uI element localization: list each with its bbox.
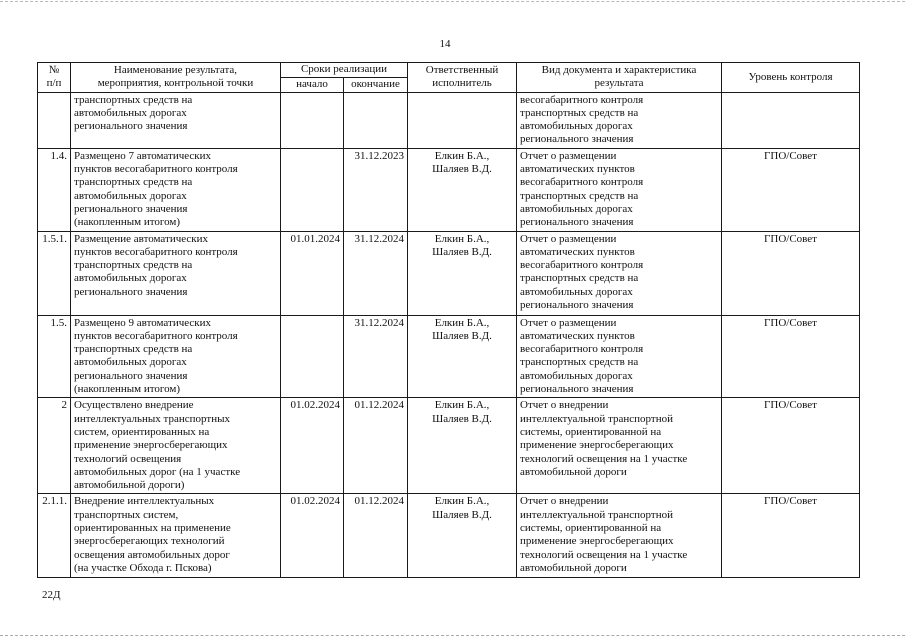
row-end-date: 01.12.2024: [344, 494, 408, 578]
text-line: технологий освещения на 1 участке: [520, 452, 688, 465]
text-line: результата: [594, 77, 644, 90]
scan-top-edge: [0, 1, 905, 2]
text-line: автомобильных дорог (на 1 участке: [74, 465, 241, 478]
text-line: регионального значения: [74, 369, 188, 382]
text-line: Шаляев В.Д.: [432, 508, 492, 521]
text-line: транспортных средств на: [74, 259, 193, 272]
text-line: автомобильных дорогах: [74, 356, 187, 369]
text-line: мероприятия, контрольной точки: [97, 77, 254, 90]
table-body: [38, 92, 860, 578]
row-responsible: [408, 494, 517, 578]
text-line: автомобильных дорогах: [520, 120, 633, 133]
row-number: [38, 92, 71, 148]
text-line: систем, ориентированных на: [74, 425, 210, 438]
text-line: транспортных систем,: [74, 508, 179, 521]
row-name: [71, 494, 281, 578]
text-line: регионального значения: [74, 285, 188, 298]
text-line: Шаляев В.Д.: [432, 245, 492, 258]
text-line: №: [48, 64, 60, 76]
row-start-date: [281, 148, 344, 231]
row-number: 2.1.1.: [38, 494, 71, 578]
row-name: [71, 231, 281, 315]
text-line: Отчет о размещении: [520, 149, 617, 162]
row-end-date: 31.12.2023: [344, 148, 408, 231]
text-line: исполнитель: [432, 77, 492, 90]
text-line: Отчет о внедрении: [520, 495, 609, 508]
text-line: системы, ориентированной на: [520, 522, 662, 535]
row-control-level: ГПО/Совет: [722, 148, 860, 231]
text-line: Осуществлено внедрение: [74, 399, 194, 412]
text-line: автоматических пунктов: [520, 329, 635, 342]
row-start-date: 01.01.2024: [281, 231, 344, 315]
row-document: [517, 315, 722, 398]
text-line: автомобильных дорогах: [520, 285, 633, 298]
table-row: [38, 494, 860, 578]
text-line: весогабаритного контроля: [520, 343, 644, 356]
row-end-date: 01.12.2024: [344, 398, 408, 494]
row-document: [517, 494, 722, 578]
row-document: [517, 148, 722, 231]
header-name: [71, 63, 281, 93]
text-line: Елкин Б.А.,: [434, 316, 490, 329]
text-line: ориентированных на применение: [74, 522, 231, 535]
header-control-level: [722, 63, 860, 93]
text-line: Отчет о внедрении: [520, 399, 609, 412]
text-line: транспортных средств на: [520, 189, 639, 202]
header-number: [38, 63, 71, 93]
text-line: (накопленным итогом): [74, 216, 181, 229]
text-line: энергосберегающих технологий: [74, 535, 225, 548]
row-control-level: ГПО/Совет: [722, 494, 860, 578]
text-line: Отчет о размещении: [520, 232, 617, 245]
header-period: Сроки реализации: [281, 63, 408, 78]
text-line: автомобильных дорогах: [74, 272, 187, 285]
row-responsible: [408, 148, 517, 231]
text-line: пунктов весогабаритного контроля: [74, 163, 238, 176]
text-line: весогабаритного контроля: [520, 93, 644, 106]
text-line: регионального значения: [520, 216, 634, 229]
text-line: технологий освещения: [74, 452, 182, 465]
text-line: Елкин Б.А.,: [434, 232, 490, 245]
table-row: [38, 148, 860, 231]
row-responsible: [408, 92, 517, 148]
table-row: [38, 315, 860, 398]
text-line: интеллектуальных транспортных: [74, 412, 230, 425]
row-start-date: 01.02.2024: [281, 494, 344, 578]
text-line: весогабаритного контроля: [520, 176, 644, 189]
row-document: [517, 398, 722, 494]
row-control-level: ГПО/Совет: [722, 398, 860, 494]
text-line: Размещение автоматических: [74, 232, 209, 245]
row-start-date: [281, 92, 344, 148]
row-document: [517, 92, 722, 148]
text-line: транспортных средств на: [520, 272, 639, 285]
text-line: автомобильных дорогах: [520, 369, 633, 382]
header-row: [38, 63, 860, 78]
row-responsible: [408, 231, 517, 315]
header-end: окончание: [344, 77, 408, 92]
text-line: Ответственный: [425, 64, 499, 76]
text-line: весогабаритного контроля: [520, 259, 644, 272]
text-line: (на участке Обхода г. Пскова): [74, 561, 212, 574]
text-line: пунктов весогабаритного контроля: [74, 245, 238, 258]
text-line: Размещено 7 автоматических: [74, 149, 212, 162]
text-line: интеллектуальной транспортной: [520, 412, 673, 425]
text-line: автоматических пунктов: [520, 163, 635, 176]
text-line: Елкин Б.А.,: [434, 399, 490, 412]
row-responsible: [408, 315, 517, 398]
text-line: (накопленным итогом): [74, 383, 181, 396]
text-line: применение энергосберегающих: [74, 439, 228, 452]
row-name: [71, 148, 281, 231]
text-line: п/п: [46, 77, 62, 90]
text-line: автоматических пунктов: [520, 245, 635, 258]
row-name: [71, 92, 281, 148]
text-line: Елкин Б.А.,: [434, 495, 490, 508]
row-document: [517, 231, 722, 315]
text-line: автомобильной дороги: [520, 561, 627, 574]
text-line: автомобильных дорогах: [74, 106, 187, 119]
text-line: интеллектуальной транспортной: [520, 508, 673, 521]
text-line: автомобильных дорогах: [520, 202, 633, 215]
footer-code: 22Д: [42, 589, 61, 601]
row-responsible: [408, 398, 517, 494]
text-line: транспортных средств на: [74, 343, 193, 356]
text-line: Наименование результата,: [113, 64, 238, 76]
row-control-level: [722, 92, 860, 148]
row-start-date: 01.02.2024: [281, 398, 344, 494]
page-number: 14: [439, 38, 451, 50]
row-name: [71, 315, 281, 398]
text-line: Шаляев В.Д.: [432, 163, 492, 176]
table-row: [38, 231, 860, 315]
text-line: Уровень контроля: [748, 70, 833, 83]
text-line: Шаляев В.Д.: [432, 329, 492, 342]
text-line: пунктов весогабаритного контроля: [74, 329, 238, 342]
row-number: 1.5.1.: [38, 231, 71, 315]
text-line: транспортных средств на: [520, 356, 639, 369]
header-document: [517, 63, 722, 93]
text-line: Размещено 9 автоматических: [74, 316, 212, 329]
text-line: освещения автомобильных дорог: [74, 548, 230, 561]
text-line: регионального значения: [520, 299, 634, 312]
text-line: системы, ориентированной на: [520, 425, 662, 438]
text-line: регионального значения: [74, 120, 188, 133]
row-control-level: ГПО/Совет: [722, 315, 860, 398]
text-line: применение энергосберегающих: [520, 535, 674, 548]
row-name: [71, 398, 281, 494]
table-row: [38, 398, 860, 494]
row-end-date: 31.12.2024: [344, 231, 408, 315]
results-table: [37, 62, 860, 578]
text-line: регионального значения: [74, 202, 188, 215]
header-start: начало: [281, 77, 344, 92]
header-responsible: [408, 63, 517, 93]
text-line: Елкин Б.А.,: [434, 149, 490, 162]
text-line: транспортных средств на: [520, 106, 639, 119]
row-number: 1.4.: [38, 148, 71, 231]
row-end-date: [344, 92, 408, 148]
text-line: транспортных средств на: [74, 93, 193, 106]
table-row: [38, 92, 860, 148]
text-line: Внедрение интеллектуальных: [74, 495, 215, 508]
text-line: применение энергосберегающих: [520, 439, 674, 452]
text-line: технологий освещения на 1 участке: [520, 548, 688, 561]
text-line: Шаляев В.Д.: [432, 412, 492, 425]
scan-bottom-edge: [0, 635, 905, 636]
row-start-date: [281, 315, 344, 398]
text-line: регионального значения: [520, 383, 634, 396]
text-line: автомобильной дороги): [74, 479, 185, 492]
row-number: 1.5.: [38, 315, 71, 398]
text-line: Вид документа и характеристика: [541, 64, 697, 76]
text-line: автомобильных дорогах: [74, 189, 187, 202]
row-control-level: ГПО/Совет: [722, 231, 860, 315]
row-end-date: 31.12.2024: [344, 315, 408, 398]
text-line: автомобильной дороги: [520, 465, 627, 478]
text-line: транспортных средств на: [74, 176, 193, 189]
text-line: Отчет о размещении: [520, 316, 617, 329]
row-number: 2: [38, 398, 71, 494]
text-line: регионального значения: [520, 133, 634, 146]
